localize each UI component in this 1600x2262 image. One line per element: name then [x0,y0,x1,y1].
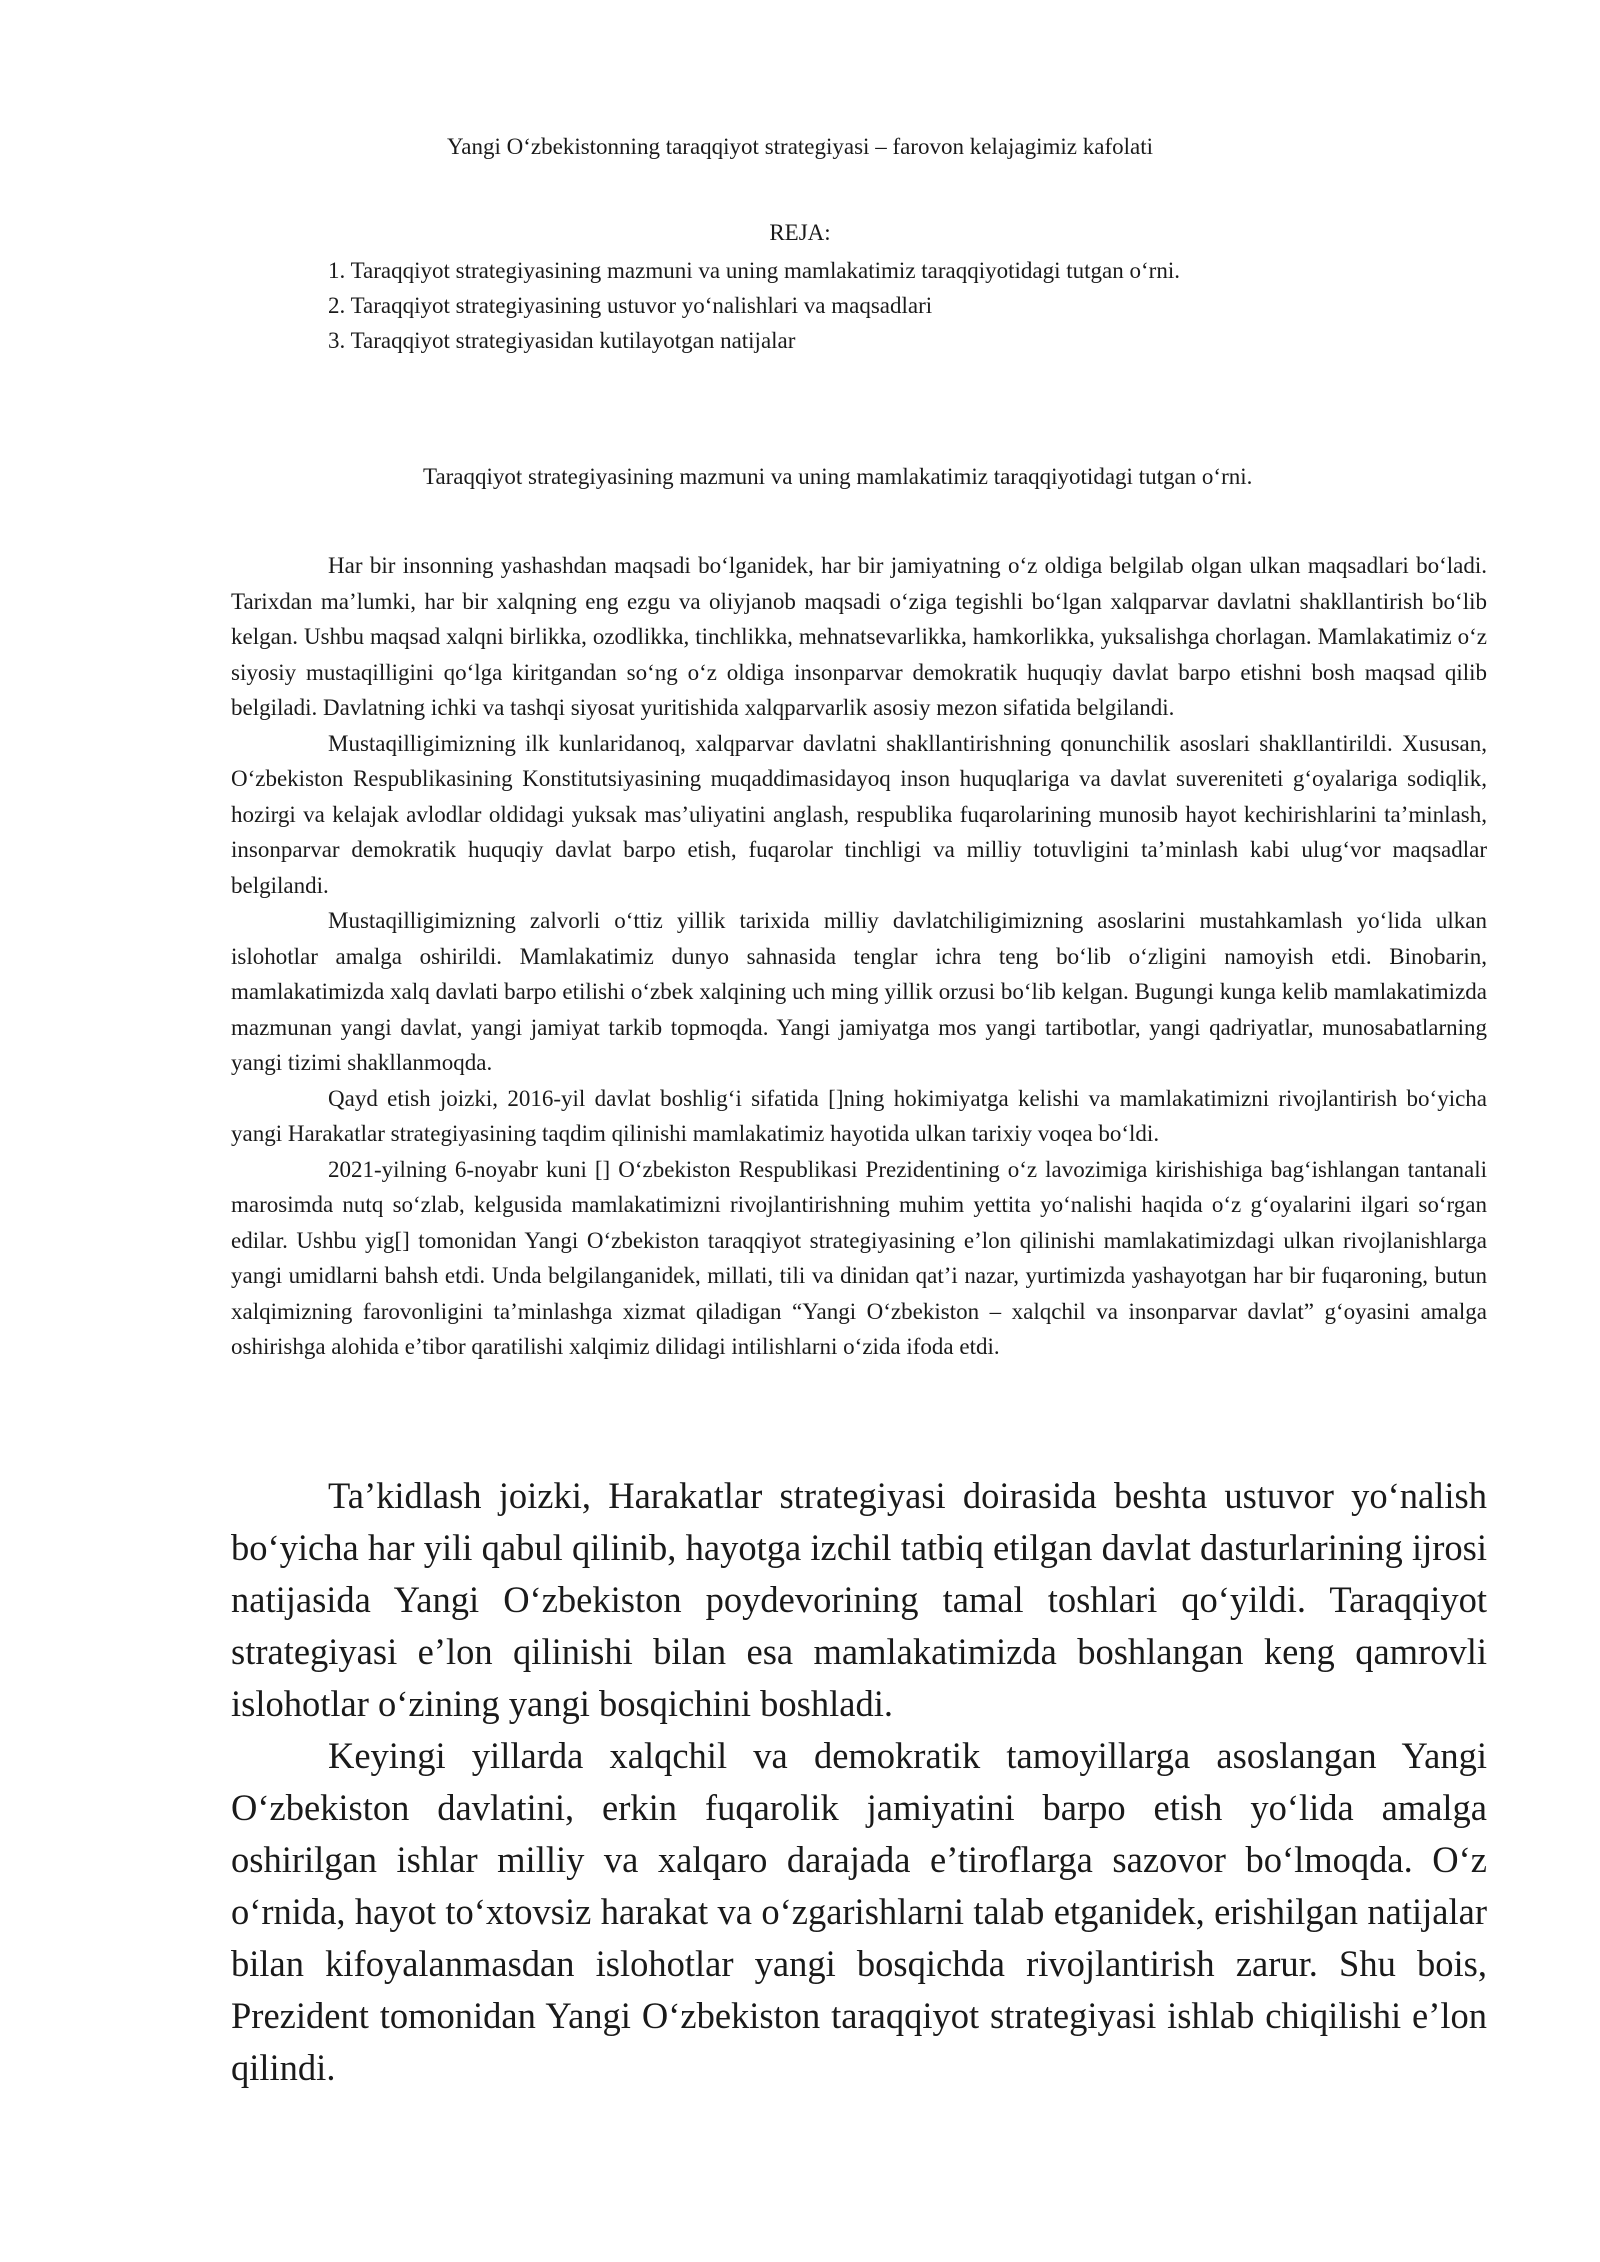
paragraph-large: Keyingi yillarda xalqchil va demokratik tamoyillarga asoslangan Yangi O‘zbekiston davlatini, erkin fuqarolik jamiyatini barpo etish yo‘lida amalga oshirilgan ishlar milliy va xalqaro darajada e’tiroflarga sazovor bo‘lmoqda. O‘z o‘rnida, hayot to‘xtovsiz harakat va o‘zgarishlarni talab etganidek, erishilgan natijalar bilan kifoyalanmasdan islohotlar yangi bosqichda rivojlantirish zarur. Shu bois, Prezident tomonidan Yangi O‘zbekiston taraqqiyot strategiyasi ishlab chiqilishi e’lon qilindi. [231,1735,1487,2088]
body-text [231,548,1487,1365]
paragraph: 2021-yilning 6-noyabr kuni [] O‘zbekiston Respublikasi Prezidentining o‘z lavozimiga kirishishiga bag‘ishlangan tantanali marosimda nutq so‘zlab, kelgusida mamlakatimizni rivojlantirishning muhim yettita yo‘nalishi haqida o‘z g‘oyalarini ilgari so‘rgan edilar. Ushbu yig[] tomonidan Yangi O‘zbekiston taraqqiyot strategiyasining e’lon qilinishi mamlakatimizdagi ulkan rivojlanishlarga yangi umidlarni bahsh etdi. Unda belgilanganidek, millati, tili va dinidan qat’i nazar, yurtimizda yashayotgan har bir fuqaroning, butun xalqimizning farovonligini ta’minlashga xizmat qiladigan “Yangi O‘zbekiston – xalqchil va insonparvar davlat” g‘oyasini amalga oshirishga alohida e’tibor qaratilishi xalqimiz dilidagi intilishlarni o‘zida ifoda etdi. [231,1156,1487,1359]
paragraph: Har bir insonning yashashdan maqsadi bo‘lganidek, har bir jamiyatning o‘z oldiga belgilab olgan ulkan maqsadlari bo‘ladi. Tarixdan ma’lumki, har bir xalqning eng ezgu va oliyjanob maqsadi o‘ziga tegishli bo‘lgan xalqparvar davlatni shakllantirish bo‘lib kelgan. Ushbu maqsad xalqni birlikka, ozodlikka, tinchlikka, mehnatsevarlikka, hamkorlikka, yuksalishga chorlagan. Mamlakatimiz o‘z siyosiy mustaqilligini qo‘lga kiritgandan so‘ng o‘z oldiga insonparvar demokratik huquqiy davlat barpo etishni bosh maqsad qilib belgiladi. Davlatning ichki va tashqi siyosat yuritishida xalqparvarlik asosiy mezon sifatida belgilandi. [231,553,1487,720]
paragraph: Mustaqilligimizning ilk kunlaridanoq, xalqparvar davlatni shakllantirishning qonunchilik asoslari shakllantirildi. Xususan, O‘zbekiston Respublikasining Konstitutsiyasining muqaddimasidayoq inson huquqlariga va davlat suvereniteti g‘oyalariga sodiqlik, hozirgi va kelajak avlodlar oldidagi yuksak mas’uliyatini anglash, respublika fuqarolarining munosib hayot kechirishlarini ta’minlash, insonparvar demokratik huquqiy davlat barpo etish, fuqarolar tinchligi va milliy totuvligini ta’minlash kabi ulug‘vor maqsadlar belgilandi. [231,730,1487,898]
paragraph-large: Ta’kidlash joizki, Harakatlar strategiyasi doirasida beshta ustuvor yo‘nalish bo‘yicha har yili qabul qilinib, hayotga izchil tatbiq etilgan davlat dasturlarining ijrosi natijasida Yangi O‘zbekiston poydevorining tamal toshlari qo‘yildi. Taraqqiyot strategiyasi e’lon qilinishi bilan esa mamlakatimizda boshlangan keng qamrovli islohotlar o‘zining yangi bosqichini boshladi. [231,1475,1487,1724]
plan-item: 1. Taraqqiyot strategiyasining mazmuni va uning mamlakatimiz taraqqiyotidagi tutgan o‘rni. [328,258,1180,283]
plan-list [328,253,1428,358]
document-title: Yangi O‘zbekistonning taraqqiyot strategiyasi – farovon kelajagimiz kafolati [446,134,1153,159]
plan-heading: REJA: [769,220,831,245]
body-text-large [231,1470,1487,2094]
paragraph: Qayd etish joizki, 2016-yil davlat boshlig‘i sifatida []ning hokimiyatga kelishi va mamlakatimizni rivojlantirish bo‘yicha yangi Harakatlar strategiyasining taqdim qilinishi mamlakatimiz hayotida ulkan tarixiy voqea bo‘ldi. [231,1085,1487,1146]
section-heading: Taraqqiyot strategiyasining mazmuni va uning mamlakatimiz taraqqiyotidagi tutgan o‘rni. [423,464,1253,489]
plan-item: 2. Taraqqiyot strategiyasining ustuvor yo‘nalishlari va maqsadlari [328,293,933,318]
plan-item: 3. Taraqqiyot strategiyasidan kutilayotgan natijalar [328,328,796,353]
paragraph: Mustaqilligimizning zalvorli o‘ttiz yillik tarixida milliy davlatchiligimizning asoslarini mustahkamlash yo‘lida ulkan islohotlar amalga oshirildi. Mamlakatimiz dunyo sahnasida tenglar ichra teng bo‘lib o‘zligini namoyish etdi. Binobarin, mamlakatimizda xalq davlati barpo etilishi o‘zbek xalqining uch ming yillik orzusi bo‘lib kelgan. Bugungi kunga kelib mamlakatimizda mazmunan yangi davlat, yangi jamiyat tarkib topmoqda. Yangi jamiyatga mos yangi tartibotlar, yangi qadriyatlar, munosabatlarning yangi tizimi shakllanmoqda. [231,908,1487,1075]
